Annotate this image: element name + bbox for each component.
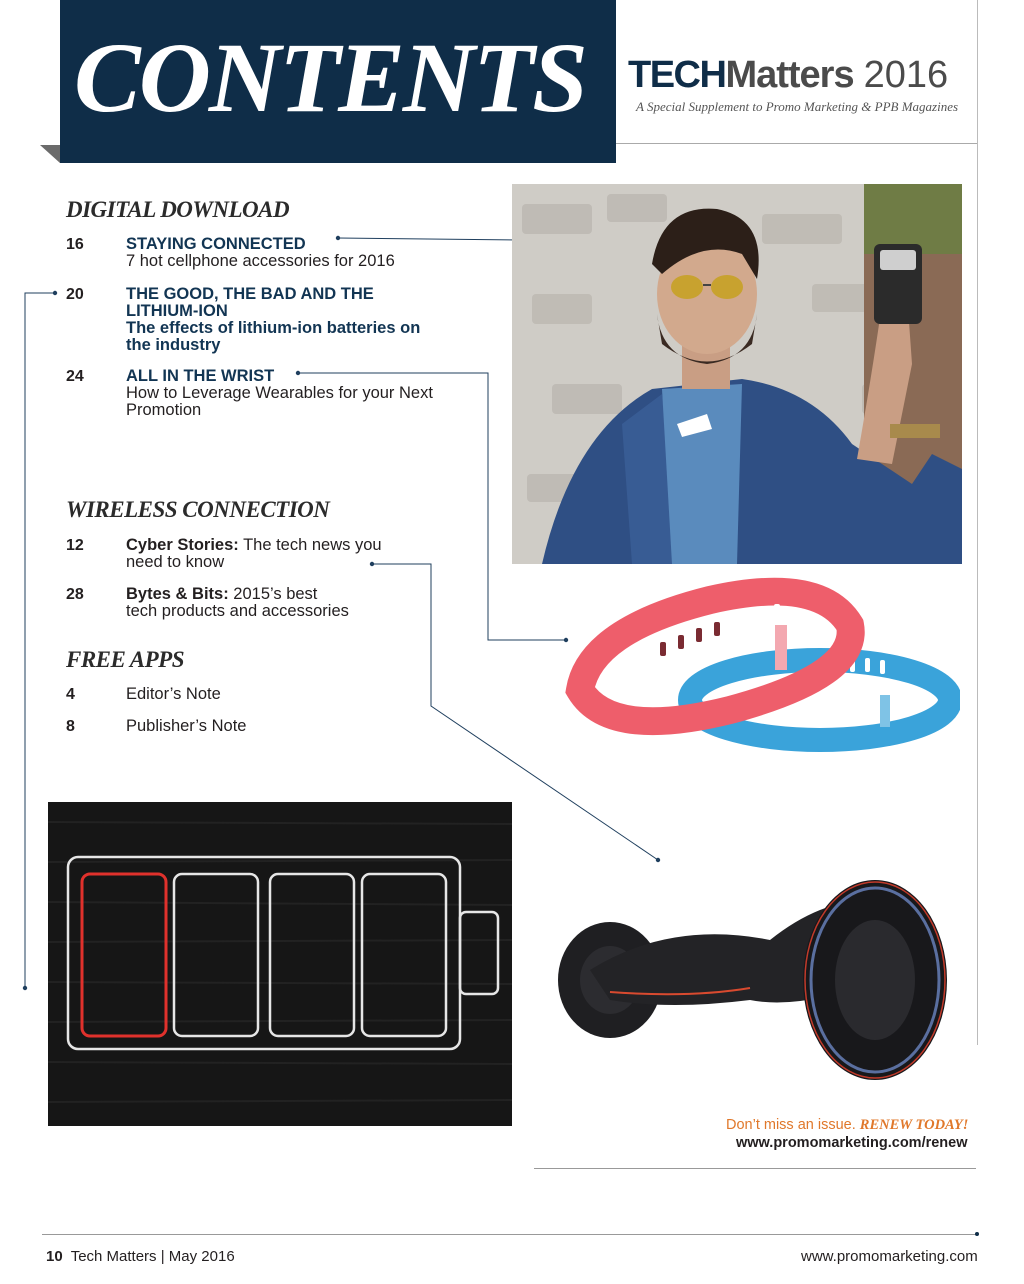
entry-title: Bytes & Bits:	[126, 585, 229, 603]
photo-fitness-wristbands	[560, 570, 960, 770]
page-number: 4	[66, 686, 75, 703]
section-heading-free-apps: FREE APPS	[66, 647, 184, 672]
toc-entry-publishers-note[interactable]: Publisher’s Note	[126, 717, 247, 735]
brand-subtitle: A Special Supplement to Promo Marketing & PPB Magazines	[636, 99, 959, 114]
page-number-footer: 10	[46, 1248, 63, 1265]
page-number: 12	[66, 537, 84, 554]
entry-title-line2: LITHIUM-ION	[126, 302, 228, 320]
entry-description-line2: Promotion	[126, 401, 202, 419]
footer-dot	[975, 1232, 979, 1236]
footer-divider	[42, 1234, 978, 1235]
toc-entry-bytes-and-bits[interactable]	[126, 586, 426, 620]
toc-entry-cyber-stories[interactable]	[126, 537, 426, 571]
entry-description: 7 hot cellphone accessories for 2016	[126, 252, 395, 270]
photo-man-taking-selfie	[512, 184, 962, 564]
entry-description-line2: tech products and accessories	[126, 602, 349, 620]
entry-title: Cyber Stories:	[126, 536, 239, 554]
footer-url-link[interactable]: www.promomarketing.com	[801, 1248, 978, 1265]
page-number: 16	[66, 236, 84, 253]
renew-url-link[interactable]: www.promomarketing.com/renew	[736, 1135, 968, 1151]
page-number: 20	[66, 286, 84, 303]
entry-description-line1: How to Leverage Wearables for your Next	[126, 384, 433, 402]
section-heading-digital-download: DIGITAL DOWNLOAD	[66, 197, 290, 222]
entry-description-line2: need to know	[126, 553, 225, 571]
section-heading-wireless-connection: WIRELESS CONNECTION	[66, 497, 330, 522]
toc-entry-editors-note[interactable]: Editor’s Note	[126, 685, 221, 703]
page-number: 28	[66, 586, 84, 603]
entry-description-line1: The tech news you	[238, 536, 382, 554]
renew-divider	[534, 1168, 976, 1169]
brand-year: 2016	[863, 54, 949, 96]
photo-battery-low-drawing	[48, 802, 512, 1126]
toc-entry-all-in-the-wrist[interactable]	[126, 368, 456, 419]
entry-title: STAYING CONNECTED	[126, 235, 306, 253]
entry-description-line1: The effects of lithium-ion batteries on	[126, 319, 421, 337]
toc-entry-staying-connected[interactable]	[126, 236, 456, 270]
photo-hoverboard	[550, 860, 960, 1100]
renew-callout	[726, 1117, 968, 1134]
entry-description-line1: 2015’s best	[228, 585, 318, 603]
publication-name: Tech Matters | May 2016	[70, 1248, 235, 1265]
brand-matters: Matters	[725, 54, 854, 96]
page-number: 8	[66, 718, 75, 735]
brand-tech: TECH	[628, 54, 726, 96]
page-title: CONTENTS	[74, 22, 586, 133]
entry-title: ALL IN THE WRIST	[126, 367, 275, 385]
toc-entry-lithium-ion[interactable]	[126, 286, 456, 354]
renew-cta[interactable]: RENEW TODAY!	[859, 1117, 969, 1133]
footer-folio	[46, 1248, 235, 1265]
page-number: 24	[66, 368, 84, 385]
renew-lead: Don’t miss an issue.	[726, 1117, 860, 1133]
entry-title-line1: THE GOOD, THE BAD AND THE	[126, 285, 374, 303]
entry-description-line2: the industry	[126, 336, 221, 354]
